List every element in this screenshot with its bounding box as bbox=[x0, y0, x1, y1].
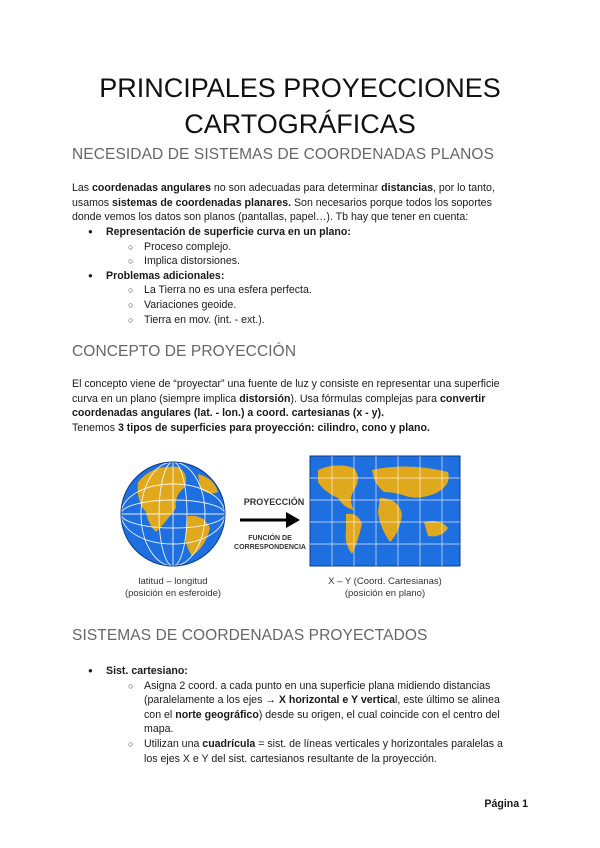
page-number: Página 1 bbox=[484, 798, 528, 810]
text: no son adecuadas para determinar bbox=[210, 182, 382, 194]
list-item: ○ Utilizan una cuadrícula = sist. de líneas verticales y horizontales paralelas a los ejes X e Y del sist. cartesianos resultante de la proyección. bbox=[128, 737, 528, 766]
section-heading-necesidad: NECESIDAD DE SISTEMAS DE COORDENADAS PLANOS bbox=[72, 146, 495, 163]
bullet-text: Problemas adicionales: bbox=[106, 269, 225, 282]
text: Asigna 2 coord. a cada punto en una superficie plana midiendo distancias bbox=[144, 679, 491, 692]
projection-figure bbox=[118, 452, 478, 612]
text: l, este último se alinea bbox=[395, 694, 500, 707]
text: Las bbox=[72, 182, 93, 194]
title-line-2: CARTOGRÁFICAS bbox=[184, 109, 416, 139]
list-item-text: Variaciones geoide. bbox=[144, 299, 237, 311]
bullet-text: Representación de superficie curva en un plano: bbox=[106, 226, 351, 238]
list-item-text: Implica distorsiones. bbox=[144, 255, 240, 268]
text: ). Usa fórmulas complejas para bbox=[290, 392, 440, 405]
text: (posición en esferoide) bbox=[124, 588, 222, 599]
bold-text: distorsión bbox=[239, 392, 291, 405]
text: El concepto viene de “proyectar” una fuente de luz y consiste en representar una superficie bbox=[72, 378, 500, 390]
left-caption bbox=[118, 576, 228, 600]
text: X – Y (Coord. Cartesianas) bbox=[328, 576, 442, 587]
text: curva en un plano (siempre implica bbox=[72, 392, 240, 405]
bold-text: cuadrícula bbox=[202, 738, 256, 750]
text: Tenemos bbox=[72, 421, 118, 434]
text: con el bbox=[144, 708, 176, 721]
text: , por lo tanto, bbox=[433, 182, 495, 194]
text: FUNCIÓN DE bbox=[248, 535, 292, 542]
text: = sist. de líneas verticales y horizontales paralelas a bbox=[255, 738, 503, 750]
arrow-icon bbox=[240, 512, 300, 528]
globe-icon bbox=[121, 462, 225, 566]
bullet-problemas bbox=[90, 269, 224, 284]
list-item: ○ Tierra en mov. (int. - ext.). bbox=[128, 313, 265, 326]
text: Utilizan una bbox=[144, 738, 203, 750]
text: Son necesarios porque todos los soportes bbox=[291, 196, 492, 209]
list-item: ○ La Tierra no es una esfera perfecta. bbox=[128, 284, 312, 297]
text: latitud – longitud bbox=[138, 576, 208, 587]
bullet-representacion bbox=[90, 225, 351, 240]
section-heading-concepto: CONCEPTO DE PROYECCIÓN bbox=[72, 343, 297, 360]
list-item-text bbox=[144, 737, 528, 766]
list-item-text bbox=[144, 679, 528, 737]
list-item-text: Tierra en mov. (int. - ext.). bbox=[144, 313, 265, 326]
bold-text: coordenadas angulares (lat. - lon.) a coord. cartesianas (x - y). bbox=[72, 407, 385, 420]
text: donde vemos los datos son planos (pantallas, papel…). Tb hay que tener en cuenta: bbox=[72, 211, 469, 224]
bold-text: X horizontal e Y vertica bbox=[278, 694, 396, 707]
list-item: ○ Proceso complejo. bbox=[128, 240, 232, 253]
text: usamos bbox=[72, 196, 113, 209]
list-item-text: Proceso complejo. bbox=[144, 240, 232, 253]
paragraph-intro bbox=[72, 181, 532, 225]
text: mapa. bbox=[144, 723, 174, 736]
text: (posición en plano) bbox=[344, 588, 426, 599]
text: ) desde su origen, el cual coincide con el centro del bbox=[258, 708, 500, 721]
bullet-sist-cartesiano bbox=[90, 664, 188, 679]
page-title bbox=[60, 70, 540, 142]
section-heading-sistemas: SISTEMAS DE COORDENADAS PROYECTADOS bbox=[72, 627, 428, 644]
bold-text: 3 tipos de superficies para proyección: cilindro, cono y plano. bbox=[117, 421, 430, 434]
bold-text: norte geográfico bbox=[175, 708, 259, 721]
list-item: ○ Implica distorsiones. bbox=[128, 255, 240, 268]
list-item-text: La Tierra no es una esfera perfecta. bbox=[144, 284, 312, 297]
bold-text: convertir bbox=[440, 392, 486, 405]
bold-text: coordenadas angulares bbox=[92, 182, 211, 194]
text: CORRESPONDENCIA bbox=[234, 544, 306, 551]
bold-text: sistemas de coordenadas planares. bbox=[112, 196, 292, 209]
bold-text: distancias bbox=[381, 182, 433, 194]
list-item: ○ Asigna 2 coord. a cada punto en una superficie plana midiendo distancias (paralelamente a los ejes → X horizontal e Y vertical, este último se alinea con el norte geográfico) desde su origen, el cual coincide con el centro del mapa. bbox=[128, 679, 528, 737]
world-map-icon bbox=[310, 456, 460, 566]
bullet-text: Sist. cartesiano: bbox=[106, 665, 188, 677]
paragraph-concepto bbox=[72, 377, 532, 435]
projection-label: PROYECCIÓN bbox=[243, 497, 305, 507]
right-caption bbox=[305, 576, 465, 600]
text: los ejes X e Y del sist. cartesianos resultante de la proyección. bbox=[144, 752, 437, 765]
list-item: ○ Variaciones geoide. bbox=[128, 299, 237, 311]
text: (paralelamente a los ejes → bbox=[144, 694, 279, 707]
title-line-1: PRINCIPALES PROYECCIONES bbox=[99, 73, 501, 103]
correspondence-label bbox=[224, 534, 316, 552]
